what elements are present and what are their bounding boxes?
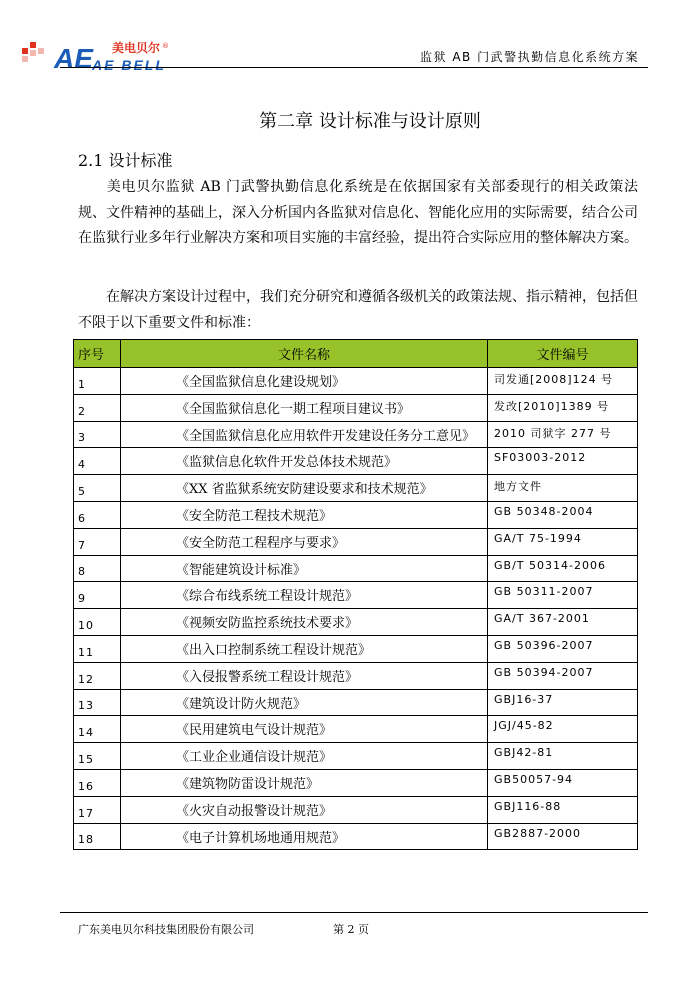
row-code: 地方文件: [488, 475, 638, 502]
row-no: 5: [74, 475, 121, 502]
row-no: 13: [74, 689, 121, 716]
table-row: [74, 555, 638, 582]
row-code: GBJ16-37: [488, 689, 638, 716]
table-row: [74, 368, 638, 395]
row-code: SF03003-2012: [488, 448, 638, 475]
header-code: 文件编号: [488, 340, 638, 368]
header-title: 监狱 AB 门武警执勤信息化系统方案: [420, 50, 640, 64]
section-title: 2.1 设计标准: [78, 151, 173, 170]
row-name: 《安全防范工程技术规范》: [121, 501, 488, 528]
table-row: [74, 501, 638, 528]
row-code: JGJ/45-82: [488, 716, 638, 743]
footer-divider: [60, 912, 648, 913]
logo-en-text: AE BELL: [92, 57, 166, 73]
row-no: 18: [74, 823, 121, 850]
table-row: [74, 394, 638, 421]
row-code: GA/T 367-2001: [488, 609, 638, 636]
table-row: [74, 635, 638, 662]
chapter-title: 第二章 设计标准与设计原则: [259, 111, 481, 132]
row-name: 《出入口控制系统工程设计规范》: [121, 635, 488, 662]
table-row: [74, 421, 638, 448]
row-name: 《全国监狱信息化一期工程项目建议书》: [121, 394, 488, 421]
row-name: 《民用建筑电气设计规范》: [121, 716, 488, 743]
table-row: [74, 609, 638, 636]
row-name: 《智能建筑设计标准》: [121, 555, 488, 582]
row-no: 2: [74, 394, 121, 421]
row-code: GB2887-2000: [488, 823, 638, 850]
row-code: 司发通[2008]124 号: [488, 368, 638, 395]
row-name: 《安全防范工程程序与要求》: [121, 528, 488, 555]
logo-cn-text: 美电贝尔: [112, 41, 161, 55]
row-code: GBJ116-88: [488, 796, 638, 823]
header-divider: [60, 67, 648, 68]
table-row: [74, 769, 638, 796]
row-no: 7: [74, 528, 121, 555]
row-code: GA/T 75-1994: [488, 528, 638, 555]
paragraph-process: [78, 285, 638, 336]
logo-registered-mark: ®: [162, 42, 169, 50]
row-no: 3: [74, 421, 121, 448]
row-code: 2010 司狱字 277 号: [488, 421, 638, 448]
row-no: 10: [74, 609, 121, 636]
row-code: GB 50348-2004: [488, 501, 638, 528]
row-name: 《工业企业通信设计规范》: [121, 743, 488, 770]
row-no: 11: [74, 635, 121, 662]
header-no: 序号: [74, 340, 121, 368]
footer-company: 广东美电贝尔科技集团股份有限公司: [78, 923, 254, 936]
table-row: [74, 716, 638, 743]
table-row: [74, 448, 638, 475]
header-name: 文件名称: [121, 340, 488, 368]
row-name: 《视频安防监控系统技术要求》: [121, 609, 488, 636]
row-no: 12: [74, 662, 121, 689]
row-name: 《全国监狱信息化建设规划》: [121, 368, 488, 395]
table-row: [74, 475, 638, 502]
row-code: GB50057-94: [488, 769, 638, 796]
row-name: 《全国监狱信息化应用软件开发建设任务分工意见》: [121, 421, 488, 448]
row-no: 16: [74, 769, 121, 796]
row-name: 《建筑设计防火规范》: [121, 689, 488, 716]
table-row: [74, 823, 638, 850]
row-no: 8: [74, 555, 121, 582]
paragraph-process-text: 在解决方案设计过程中，我们充分研究和遵循各级机关的政策法规、指示精神，包括但不限于以下重要文件和标准：: [78, 289, 638, 331]
company-logo: [22, 38, 182, 78]
row-no: 4: [74, 448, 121, 475]
row-no: 1: [74, 368, 121, 395]
row-code: GB/T 50314-2006: [488, 555, 638, 582]
row-code: GB 50396-2007: [488, 635, 638, 662]
table-row: [74, 662, 638, 689]
row-code: GBJ42-81: [488, 743, 638, 770]
table-row: [74, 689, 638, 716]
row-name: 《电子计算机场地通用规范》: [121, 823, 488, 850]
paragraph-intro-text: 美电贝尔监狱 AB 门武警执勤信息化系统是在依据国家有关部委现行的相关政策法规、文件精神的基础上，深入分析国内各监狱对信息化、智能化应用的实际需要，结合公司在监狱行业多年行业解决方案和项目实施的丰富经验，提出符合实际应用的整体解决方案。: [78, 179, 638, 246]
row-name: 《监狱信息化软件开发总体技术规范》: [121, 448, 488, 475]
row-no: 9: [74, 582, 121, 609]
table-row: [74, 796, 638, 823]
standards-table: [73, 339, 638, 850]
row-no: 17: [74, 796, 121, 823]
table-header-row: [74, 340, 638, 368]
page-number: 第 2 页: [333, 923, 369, 936]
paragraph-intro: [78, 175, 638, 252]
svg-text:AE: AE: [54, 43, 93, 74]
row-no: 14: [74, 716, 121, 743]
table-row: [74, 743, 638, 770]
row-code: GB 50394-2007: [488, 662, 638, 689]
row-code: 发改[2010]1389 号: [488, 394, 638, 421]
row-name: 《建筑物防雷设计规范》: [121, 769, 488, 796]
row-name: 《XX 省监狱系统安防建设要求和技术规范》: [121, 475, 488, 502]
row-no: 6: [74, 501, 121, 528]
row-name: 《火灾自动报警设计规范》: [121, 796, 488, 823]
row-name: 《综合布线系统工程设计规范》: [121, 582, 488, 609]
row-no: 15: [74, 743, 121, 770]
table-row: [74, 528, 638, 555]
row-code: GB 50311-2007: [488, 582, 638, 609]
row-name: 《入侵报警系统工程设计规范》: [121, 662, 488, 689]
table-row: [74, 582, 638, 609]
